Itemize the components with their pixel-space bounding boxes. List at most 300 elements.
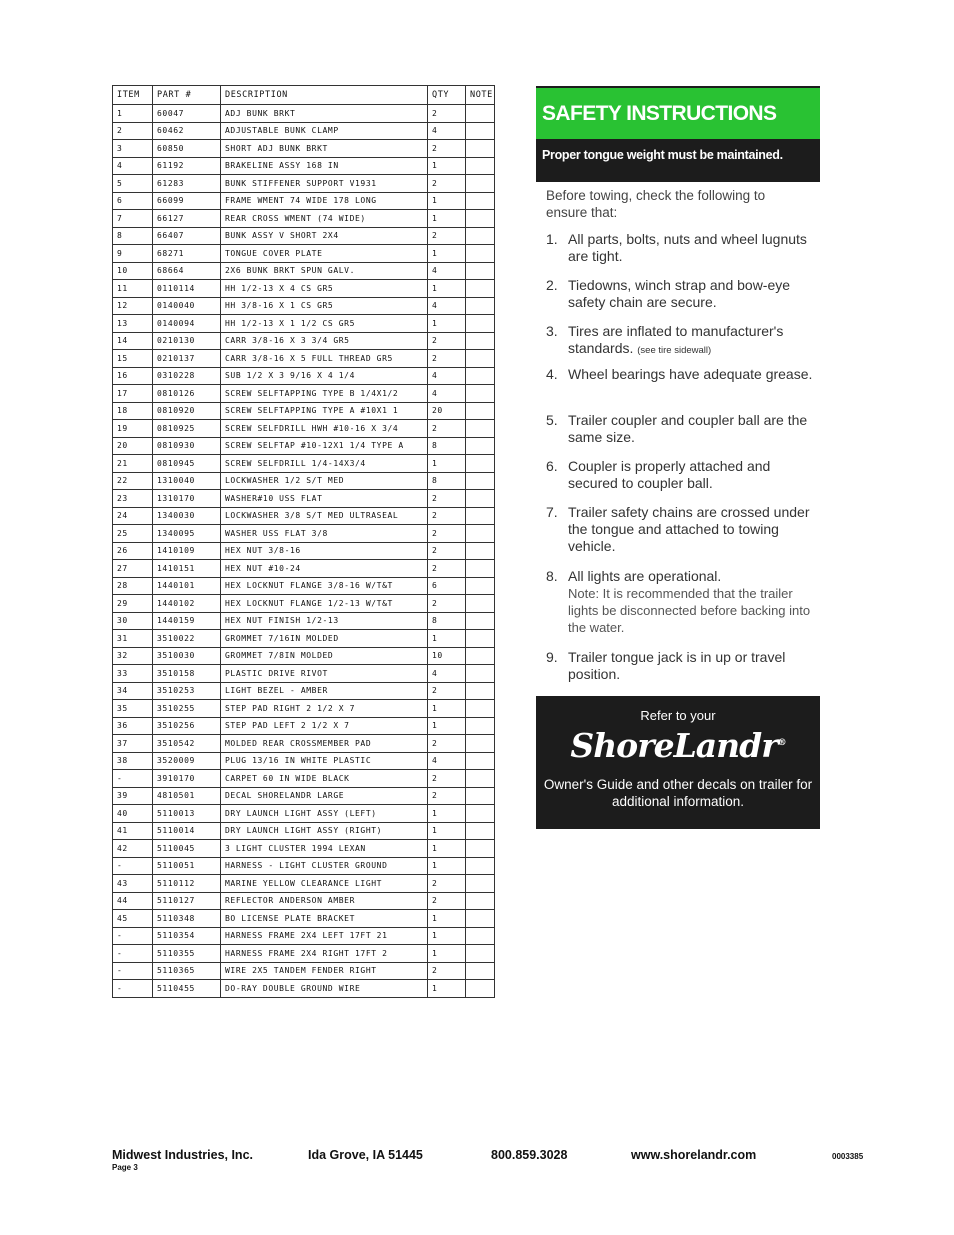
table-row (113, 542, 495, 560)
cell-part-number: 3510542 (153, 735, 221, 753)
cell-part-number: 5110127 (153, 892, 221, 910)
table-row (113, 612, 495, 630)
cell-description: SUB 1/2 X 3 9/16 X 4 1/4 (221, 367, 428, 385)
cell-qty: 2 (428, 735, 466, 753)
cell-note (466, 875, 495, 893)
table-row (113, 595, 495, 613)
cell-note (466, 157, 495, 175)
cell-part-number: 1440101 (153, 577, 221, 595)
cell-part-number: 5110455 (153, 980, 221, 998)
cell-qty: 1 (428, 717, 466, 735)
table-row (113, 962, 495, 980)
cell-item: 30 (113, 612, 153, 630)
cell-note (466, 927, 495, 945)
cell-qty: 1 (428, 840, 466, 858)
cell-item: 38 (113, 752, 153, 770)
col-header-qty: QTY (428, 86, 466, 105)
cell-description: LIGHT BEZEL - AMBER (221, 682, 428, 700)
cell-part-number: 5110051 (153, 857, 221, 875)
cell-item: 37 (113, 735, 153, 753)
safety-instructions-panel (536, 86, 820, 829)
table-row (113, 717, 495, 735)
cell-part-number: 5110365 (153, 962, 221, 980)
cell-part-number: 0210130 (153, 332, 221, 350)
table-row (113, 910, 495, 928)
cell-qty: 2 (428, 332, 466, 350)
table-row (113, 140, 495, 158)
col-header-item: ITEM (113, 86, 153, 105)
step-number: 2. (546, 277, 558, 293)
cell-description: WASHER#10 USS FLAT (221, 490, 428, 508)
cell-part-number: 4810501 (153, 787, 221, 805)
cell-qty: 1 (428, 822, 466, 840)
brand-box (536, 696, 820, 829)
cell-description: BUNK ASSY V SHORT 2X4 (221, 227, 428, 245)
cell-note (466, 227, 495, 245)
step-number: 3. (546, 323, 558, 339)
cell-note (466, 770, 495, 788)
table-row (113, 297, 495, 315)
table-row (113, 630, 495, 648)
cell-item: 10 (113, 262, 153, 280)
cell-qty: 4 (428, 385, 466, 403)
cell-description: FRAME WMENT 74 WIDE 178 LONG (221, 192, 428, 210)
cell-qty: 1 (428, 857, 466, 875)
cell-note (466, 367, 495, 385)
table-row (113, 980, 495, 998)
table-row (113, 402, 495, 420)
cell-description: HEX NUT 3/8-16 (221, 542, 428, 560)
cell-note (466, 175, 495, 193)
cell-item: 29 (113, 595, 153, 613)
cell-description: BO LICENSE PLATE BRACKET (221, 910, 428, 928)
cell-qty: 1 (428, 280, 466, 298)
cell-qty: 1 (428, 245, 466, 263)
parts-table-header (113, 86, 495, 105)
cell-description: TONGUE COVER PLATE (221, 245, 428, 263)
cell-qty: 2 (428, 875, 466, 893)
cell-description: HH 3/8-16 X 1 CS GR5 (221, 297, 428, 315)
cell-part-number: 0140094 (153, 315, 221, 333)
cell-part-number: 3510253 (153, 682, 221, 700)
cell-note (466, 542, 495, 560)
cell-description: DO-RAY DOUBLE GROUND WIRE (221, 980, 428, 998)
table-row (113, 315, 495, 333)
step-note: Note: It is recommended that the trailer lights be disconnected before backing into the water. (568, 586, 811, 635)
cell-part-number: 5110014 (153, 822, 221, 840)
footer-city: Ida Grove, IA 51445 (308, 1148, 423, 1162)
cell-description: REAR CROSS WMENT (74 WIDE) (221, 210, 428, 228)
cell-item: 6 (113, 192, 153, 210)
brand-info-text: Owner's Guide and other decals on trailer for additional information. (543, 777, 813, 809)
cell-item: - (113, 927, 153, 945)
cell-description: 2X6 BUNK BRKT SPUN GALV. (221, 262, 428, 280)
cell-note (466, 682, 495, 700)
cell-qty: 20 (428, 402, 466, 420)
table-row (113, 280, 495, 298)
footer-phone: 800.859.3028 (491, 1148, 568, 1162)
cell-description: HH 1/2-13 X 1 1/2 CS GR5 (221, 315, 428, 333)
cell-note (466, 647, 495, 665)
step-number: 6. (546, 458, 558, 474)
cell-item: 23 (113, 490, 153, 508)
cell-description: MOLDED REAR CROSSMEMBER PAD (221, 735, 428, 753)
cell-qty: 4 (428, 752, 466, 770)
step-text: Tires are inflated to manufacturer's standards. (568, 323, 784, 356)
header-row (113, 86, 495, 105)
cell-item: 13 (113, 315, 153, 333)
cell-qty: 1 (428, 980, 466, 998)
cell-item: 19 (113, 420, 153, 438)
step-text-wrap (568, 323, 820, 359)
cell-qty: 1 (428, 315, 466, 333)
cell-description: SCREW SELFTAPPING TYPE A #10X1 1 (221, 402, 428, 420)
cell-qty: 10 (428, 647, 466, 665)
cell-note (466, 262, 495, 280)
step-text: All lights are operational. (568, 568, 722, 584)
table-row (113, 105, 495, 123)
cell-qty: 1 (428, 210, 466, 228)
cell-qty: 4 (428, 262, 466, 280)
cell-part-number: 5110045 (153, 840, 221, 858)
cell-item: 21 (113, 455, 153, 473)
step-number: 5. (546, 412, 558, 428)
cell-qty: 2 (428, 560, 466, 578)
table-row (113, 577, 495, 595)
cell-qty: 1 (428, 157, 466, 175)
cell-note (466, 735, 495, 753)
cell-note (466, 350, 495, 368)
table-row (113, 192, 495, 210)
brand-refer-text: Refer to your (640, 708, 716, 723)
cell-description: ADJ BUNK BRKT (221, 105, 428, 123)
cell-note (466, 105, 495, 123)
cell-qty: 2 (428, 542, 466, 560)
footer-company: Midwest Industries, Inc. (112, 1148, 253, 1162)
table-row (113, 350, 495, 368)
table-row (113, 385, 495, 403)
cell-part-number: 3520009 (153, 752, 221, 770)
cell-note (466, 472, 495, 490)
step-number: 7. (546, 504, 558, 520)
table-row (113, 472, 495, 490)
cell-item: 24 (113, 507, 153, 525)
cell-item: 33 (113, 665, 153, 683)
table-row (113, 367, 495, 385)
cell-part-number: 68271 (153, 245, 221, 263)
cell-part-number: 0110114 (153, 280, 221, 298)
cell-description: PLASTIC DRIVE RIVOT (221, 665, 428, 683)
cell-part-number: 60850 (153, 140, 221, 158)
cell-qty: 4 (428, 665, 466, 683)
cell-description: DECAL SHORELANDR LARGE (221, 787, 428, 805)
cell-part-number: 5110348 (153, 910, 221, 928)
cell-description: SCREW SELFTAPPING TYPE B 1/4X1/2 (221, 385, 428, 403)
cell-item: 8 (113, 227, 153, 245)
footer-website[interactable]: www.shorelandr.com (631, 1148, 757, 1162)
cell-qty: 6 (428, 577, 466, 595)
cell-qty: 2 (428, 787, 466, 805)
cell-note (466, 892, 495, 910)
cell-item: 40 (113, 805, 153, 823)
cell-note (466, 385, 495, 403)
cell-item: 16 (113, 367, 153, 385)
cell-part-number: 3510022 (153, 630, 221, 648)
cell-part-number: 0810920 (153, 402, 221, 420)
table-row (113, 892, 495, 910)
cell-qty: 4 (428, 122, 466, 140)
cell-item: 31 (113, 630, 153, 648)
cell-qty: 1 (428, 927, 466, 945)
cell-part-number: 1340030 (153, 507, 221, 525)
cell-part-number: 5110013 (153, 805, 221, 823)
cell-item: 26 (113, 542, 153, 560)
table-row (113, 560, 495, 578)
footer-doc-number: 0003385 (832, 1152, 864, 1161)
cell-item: - (113, 857, 153, 875)
cell-part-number: 0810126 (153, 385, 221, 403)
cell-note (466, 700, 495, 718)
table-row (113, 735, 495, 753)
cell-item: 22 (113, 472, 153, 490)
cell-note (466, 297, 495, 315)
cell-qty: 4 (428, 297, 466, 315)
table-row (113, 175, 495, 193)
cell-item: 44 (113, 892, 153, 910)
table-row (113, 507, 495, 525)
cell-item: 36 (113, 717, 153, 735)
cell-note (466, 945, 495, 963)
cell-part-number: 66127 (153, 210, 221, 228)
cell-qty: 2 (428, 140, 466, 158)
cell-qty: 1 (428, 700, 466, 718)
parts-table-body (113, 105, 495, 998)
cell-part-number: 66099 (153, 192, 221, 210)
cell-note (466, 577, 495, 595)
cell-description: SCREW SELFDRILL HWH #10-16 X 3/4 (221, 420, 428, 438)
cell-qty: 1 (428, 945, 466, 963)
cell-description: STEP PAD RIGHT 2 1/2 X 7 (221, 700, 428, 718)
table-row (113, 122, 495, 140)
cell-part-number: 3510255 (153, 700, 221, 718)
step-text-small: (see tire sidewall) (637, 345, 712, 356)
cell-qty: 4 (428, 367, 466, 385)
shorelandr-logo (536, 726, 820, 765)
cell-description: WASHER USS FLAT 3/8 (221, 525, 428, 543)
table-row (113, 665, 495, 683)
step-text: Coupler is properly attached and secured to coupler ball. (568, 458, 771, 491)
cell-part-number: 1440159 (153, 612, 221, 630)
cell-qty: 2 (428, 892, 466, 910)
table-row (113, 262, 495, 280)
cell-part-number: 61192 (153, 157, 221, 175)
table-row (113, 770, 495, 788)
cell-note (466, 560, 495, 578)
cell-note (466, 910, 495, 928)
cell-note (466, 805, 495, 823)
cell-part-number: 5110354 (153, 927, 221, 945)
cell-part-number: 60047 (153, 105, 221, 123)
cell-qty: 1 (428, 805, 466, 823)
cell-description: DRY LAUNCH LIGHT ASSY (RIGHT) (221, 822, 428, 840)
step-text: Trailer tongue jack is in up or travel position. (568, 649, 786, 682)
cell-part-number: 3510158 (153, 665, 221, 683)
cell-part-number: 1410109 (153, 542, 221, 560)
cell-note (466, 122, 495, 140)
cell-description: CARPET 60 IN WIDE BLACK (221, 770, 428, 788)
cell-note (466, 665, 495, 683)
cell-item: 41 (113, 822, 153, 840)
cell-part-number: 0810925 (153, 420, 221, 438)
table-row (113, 682, 495, 700)
cell-item: - (113, 770, 153, 788)
cell-part-number: 1410151 (153, 560, 221, 578)
cell-qty: 2 (428, 420, 466, 438)
cell-description: WIRE 2X5 TANDEM FENDER RIGHT (221, 962, 428, 980)
cell-part-number: 3910170 (153, 770, 221, 788)
cell-part-number: 60462 (153, 122, 221, 140)
cell-item: 42 (113, 840, 153, 858)
cell-qty: 2 (428, 507, 466, 525)
cell-part-number: 5110112 (153, 875, 221, 893)
col-header-description: DESCRIPTION (221, 86, 428, 105)
cell-description: DRY LAUNCH LIGHT ASSY (LEFT) (221, 805, 428, 823)
cell-note (466, 980, 495, 998)
cell-item: - (113, 980, 153, 998)
cell-description: CARR 3/8-16 X 3 3/4 GR5 (221, 332, 428, 350)
cell-qty: 1 (428, 192, 466, 210)
table-row (113, 525, 495, 543)
cell-part-number: 61283 (153, 175, 221, 193)
cell-note (466, 717, 495, 735)
cell-note (466, 210, 495, 228)
cell-qty: 8 (428, 472, 466, 490)
cell-description: GROMMET 7/16IN MOLDED (221, 630, 428, 648)
step-text: All parts, bolts, nuts and wheel lugnuts are tight. (568, 231, 807, 264)
cell-part-number: 66407 (153, 227, 221, 245)
table-row (113, 455, 495, 473)
cell-item: 4 (113, 157, 153, 175)
cell-description: PLUG 13/16 IN WHITE PLASTIC (221, 752, 428, 770)
cell-item: 12 (113, 297, 153, 315)
cell-qty: 1 (428, 455, 466, 473)
cell-note (466, 840, 495, 858)
table-row (113, 805, 495, 823)
cell-part-number: 3510256 (153, 717, 221, 735)
cell-item: 17 (113, 385, 153, 403)
table-row (113, 700, 495, 718)
cell-qty: 2 (428, 350, 466, 368)
cell-item: 25 (113, 525, 153, 543)
safety-intro: Before towing, check the following to ensure that: (546, 188, 766, 220)
cell-item: - (113, 945, 153, 963)
cell-description: BRAKELINE ASSY 168 IN (221, 157, 428, 175)
step-text: Tiedowns, winch strap and bow-eye safety chain are secure. (568, 277, 791, 310)
cell-qty: 2 (428, 525, 466, 543)
cell-part-number: 3510030 (153, 647, 221, 665)
cell-part-number: 5110355 (153, 945, 221, 963)
cell-description: HEX LOCKNUT FLANGE 3/8-16 W/T&T (221, 577, 428, 595)
cell-note (466, 140, 495, 158)
cell-qty: 2 (428, 105, 466, 123)
cell-description: REFLECTOR ANDERSON AMBER (221, 892, 428, 910)
cell-qty: 2 (428, 770, 466, 788)
table-row (113, 822, 495, 840)
cell-note (466, 332, 495, 350)
cell-item: 35 (113, 700, 153, 718)
cell-qty: 2 (428, 962, 466, 980)
cell-item: 20 (113, 437, 153, 455)
cell-note (466, 280, 495, 298)
cell-description: CARR 3/8-16 X 5 FULL THREAD GR5 (221, 350, 428, 368)
cell-qty: 2 (428, 595, 466, 613)
cell-note (466, 962, 495, 980)
cell-description: SHORT ADJ BUNK BRKT (221, 140, 428, 158)
cell-qty: 1 (428, 910, 466, 928)
cell-description: 3 LIGHT CLUSTER 1994 LEXAN (221, 840, 428, 858)
cell-item: 45 (113, 910, 153, 928)
table-row (113, 647, 495, 665)
cell-item: 34 (113, 682, 153, 700)
parts-table (112, 85, 495, 998)
cell-item: 11 (113, 280, 153, 298)
cell-description: HEX LOCKNUT FLANGE 1/2-13 W/T&T (221, 595, 428, 613)
cell-note (466, 437, 495, 455)
cell-note (466, 420, 495, 438)
cell-note (466, 245, 495, 263)
cell-item: 3 (113, 140, 153, 158)
cell-item: 1 (113, 105, 153, 123)
cell-item: 27 (113, 560, 153, 578)
table-row (113, 857, 495, 875)
cell-item: 2 (113, 122, 153, 140)
col-header-part: PART # (153, 86, 221, 105)
table-row (113, 490, 495, 508)
cell-description: MARINE YELLOW CLEARANCE LIGHT (221, 875, 428, 893)
step-number: 9. (546, 649, 558, 665)
cell-qty: 2 (428, 227, 466, 245)
cell-note (466, 402, 495, 420)
col-header-note: NOTE (466, 86, 495, 105)
cell-item: 14 (113, 332, 153, 350)
cell-note (466, 507, 495, 525)
table-row (113, 245, 495, 263)
registered-mark: ® (777, 738, 786, 748)
cell-note (466, 490, 495, 508)
cell-note (466, 857, 495, 875)
table-row (113, 840, 495, 858)
cell-item: 32 (113, 647, 153, 665)
cell-note (466, 525, 495, 543)
safety-header (536, 86, 820, 182)
table-row (113, 157, 495, 175)
step-number: 4. (546, 366, 558, 382)
cell-description: BUNK STIFFENER SUPPORT V1931 (221, 175, 428, 193)
table-row (113, 227, 495, 245)
table-row (113, 927, 495, 945)
cell-note (466, 787, 495, 805)
cell-description: HARNESS - LIGHT CLUSTER GROUND (221, 857, 428, 875)
cell-note (466, 612, 495, 630)
cell-qty: 8 (428, 612, 466, 630)
table-row (113, 945, 495, 963)
cell-item: 7 (113, 210, 153, 228)
cell-note (466, 315, 495, 333)
safety-title: SAFETY INSTRUCTIONS (536, 88, 820, 139)
cell-item: 39 (113, 787, 153, 805)
cell-item: 5 (113, 175, 153, 193)
cell-description: LOCKWASHER 1/2 S/T MED (221, 472, 428, 490)
